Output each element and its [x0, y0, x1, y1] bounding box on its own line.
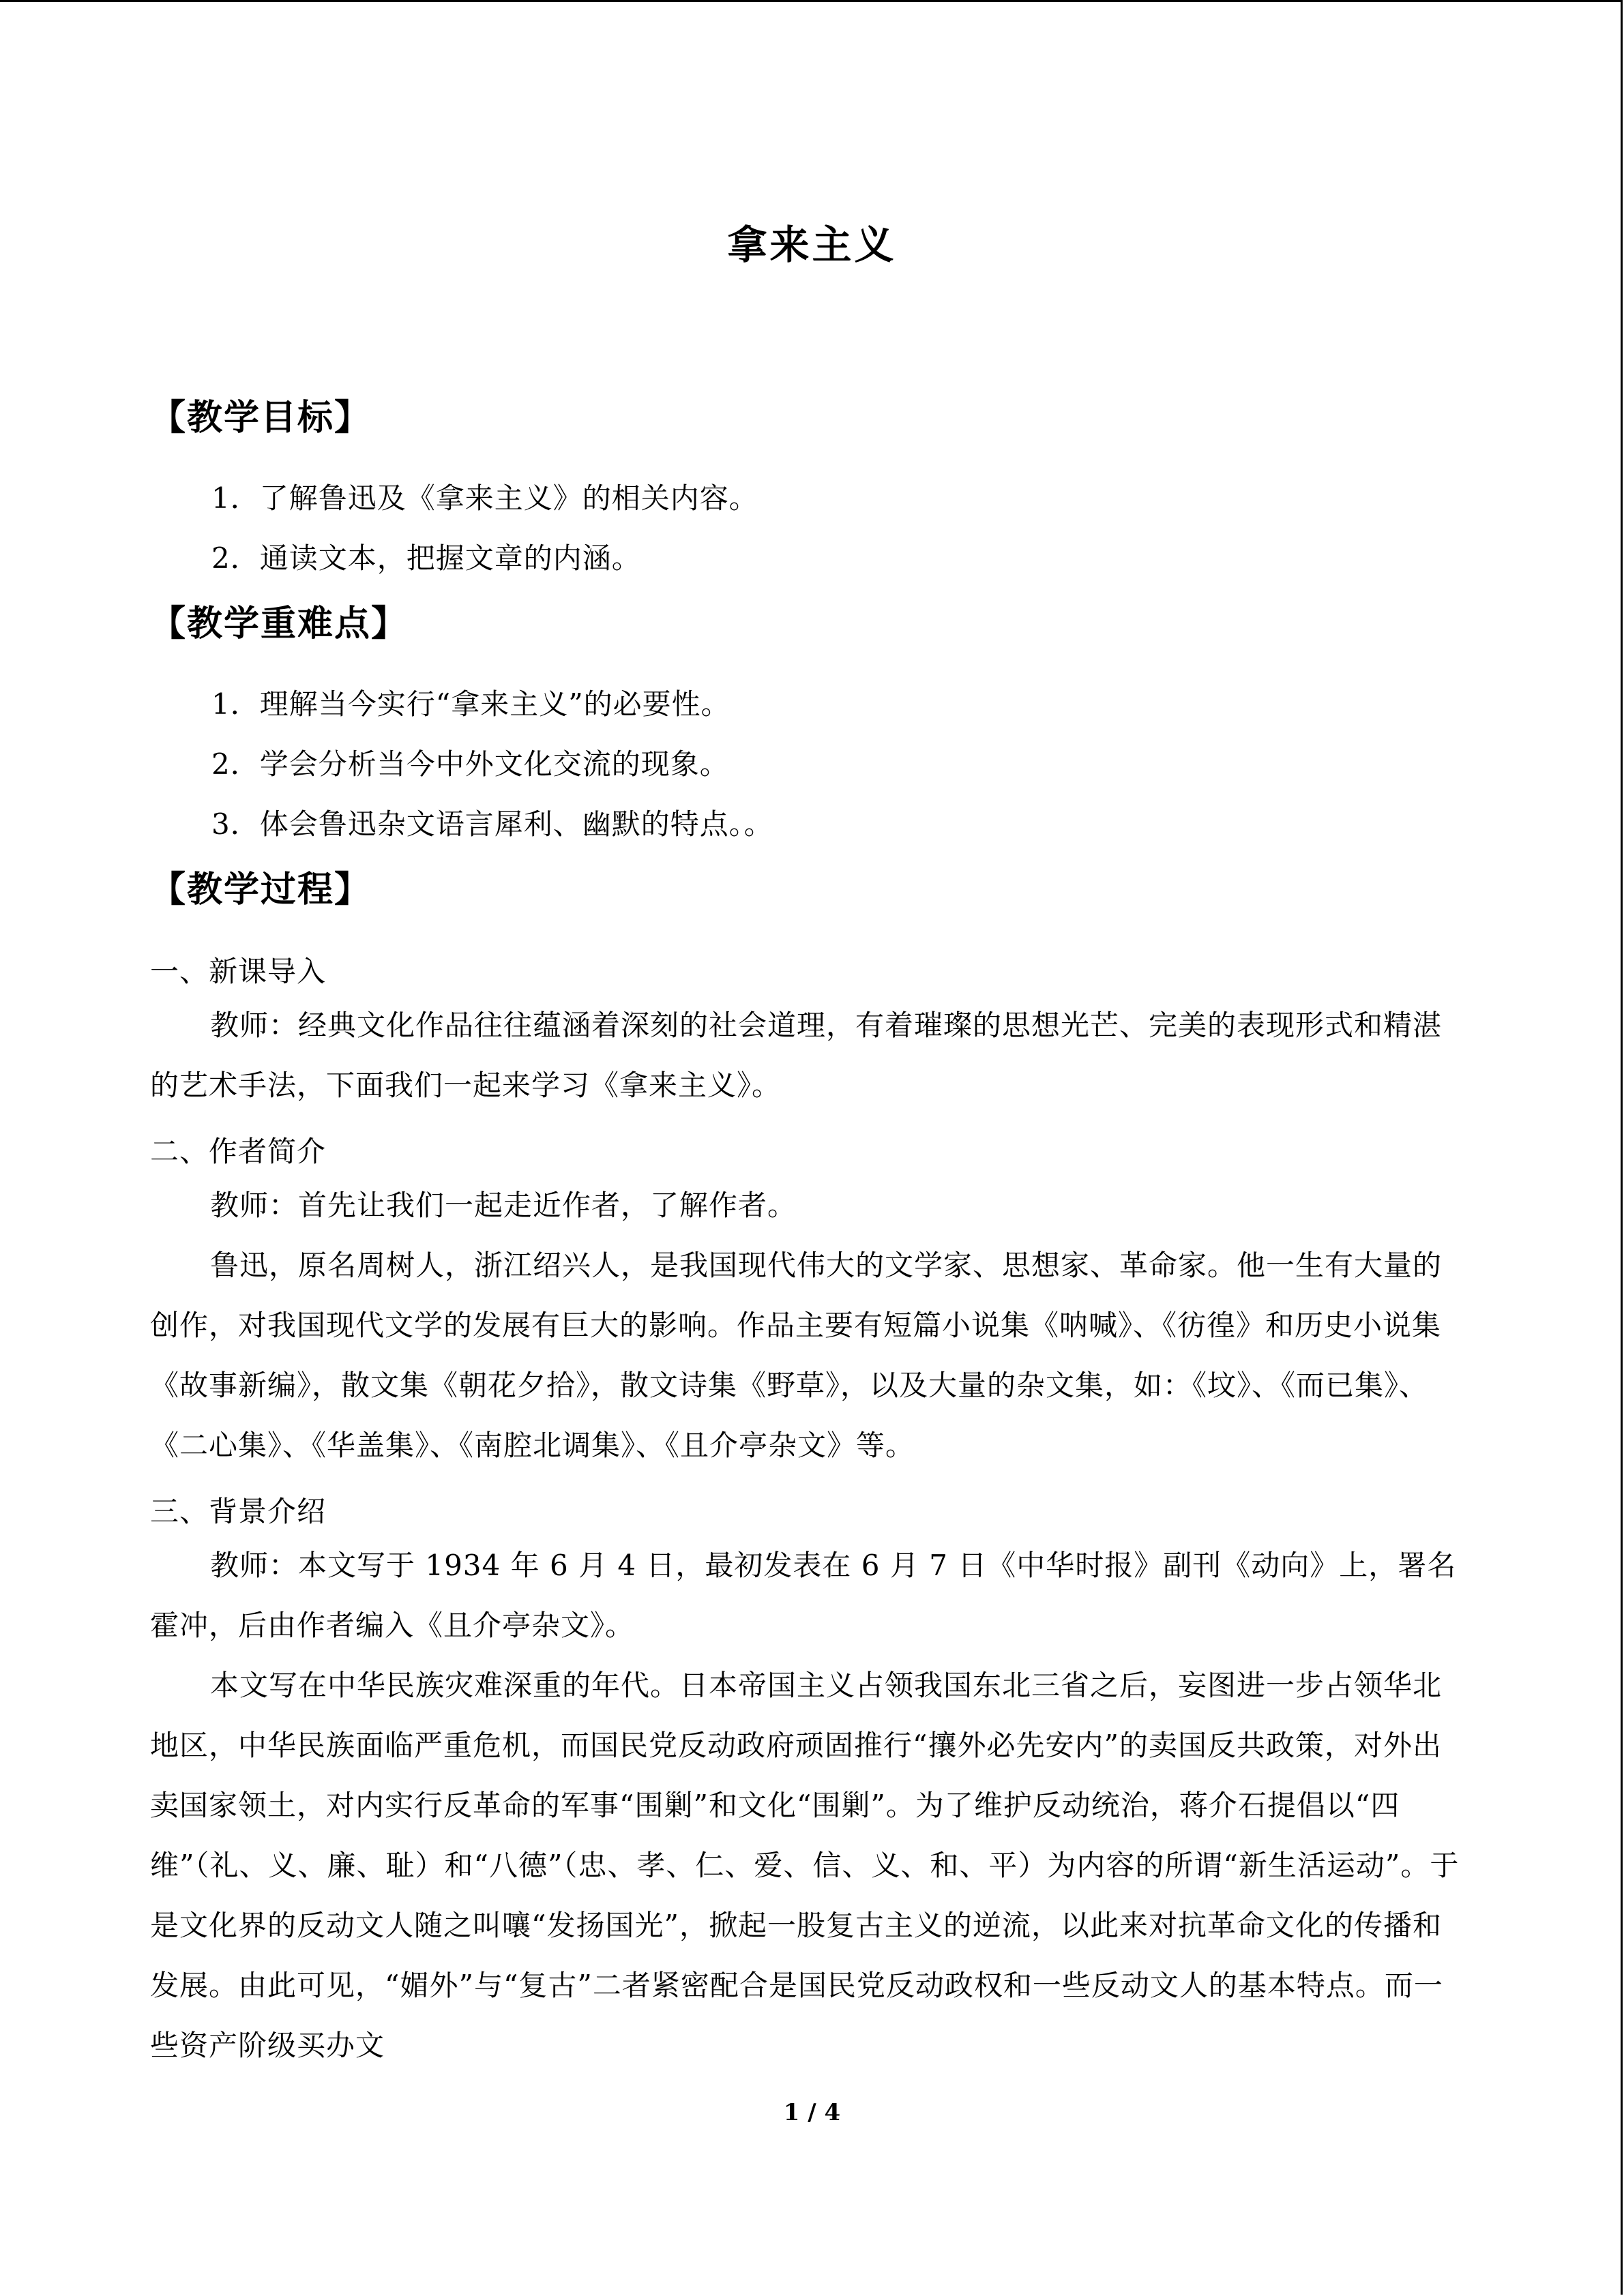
key-item-2: 2．学会分析当今中外文化交流的现象。	[211, 747, 729, 781]
section-intro: 一、新课导入	[150, 955, 327, 988]
paragraph-background-history: 本文写在中华民族灾难深重的年代。日本帝国主义占领我国东北三省之后，妄图进一步占领华北地区，中华民族面临严重危机，而国民党反动政府顽固推行“攘外必先安内”的卖国反共政策，对外出卖国家领土，对内实行反革命的军事“围剿”和文化“围剿”。为了维护反动统治，蒋介石提倡以“四维”（礼、义、廉、耻）和“八德”（忠、孝、仁、爱、信、义、和、平）为内容的所谓“新生活运动”。于是文化界的反动文人随之叫嚷“发扬国光”，掀起一股复古主义的逆流，以此来对抗革命文化的传播和发展。由此可见，“媚外”与“复古”二者紧密配合是国民党反动政权和一些反动文人的基本特点。而一些资产阶级买办文	[150, 1669, 1460, 2062]
page-number: 1 / 4	[783, 2099, 841, 2126]
heading-key-points: 【教学重难点】	[150, 603, 409, 644]
heading-teaching-process: 【教学过程】	[150, 869, 372, 910]
section-author: 二、作者简介	[150, 1135, 327, 1168]
page-title: 拿来主义	[727, 222, 897, 268]
goal-item-2: 2．通读文本，把握文章的内涵。	[211, 541, 641, 575]
section-background: 三、背景介绍	[150, 1495, 327, 1528]
paragraph-author-bio: 鲁迅，原名周树人，浙江绍兴人，是我国现代伟大的文学家、思想家、革命家。他一生有大量的创作，对我国现代文学的发展有巨大的影响。作品主要有短篇小说集《呐喊》、《彷徨》和历史小说集《故事新编》，散文集《朝花夕拾》，散文诗集《野草》，以及大量的杂文集，如：《坟》、《而已集》、《二心集》、《华盖集》、《南腔北调集》、《且介亭杂文》等。	[150, 1249, 1443, 1462]
goal-item-1: 1．了解鲁迅及《拿来主义》的相关内容。	[211, 481, 758, 515]
key-item-1: 1．理解当今实行“拿来主义”的必要性。	[211, 687, 730, 721]
heading-teaching-goals: 【教学目标】	[150, 398, 372, 438]
paragraph-background-date: 教师：本文写于 1934 年 6 月 4 日，最初发表在 6 月 7 日《中华时报》副刊《动向》上，署名霍冲，后由作者编入《且介亭杂文》。	[150, 1549, 1457, 1642]
paragraph-author-intro: 教师：首先让我们一起走近作者，了解作者。	[210, 1189, 797, 1222]
paragraph-intro: 教师：经典文化作品往往蕴涵着深刻的社会道理，有着璀璨的思想光芒、完美的表现形式和精湛的艺术手法，下面我们一起来学习《拿来主义》。	[150, 1009, 1443, 1102]
key-item-3: 3．体会鲁迅杂文语言犀利、幽默的特点。。	[211, 807, 773, 841]
